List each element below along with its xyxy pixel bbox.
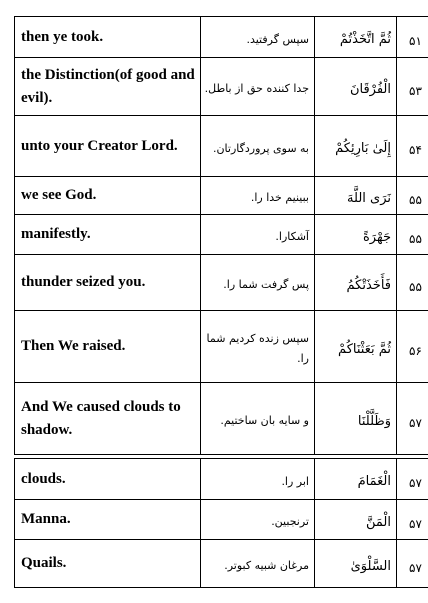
- english-meaning: Then We raised.: [15, 311, 201, 383]
- arabic-word: وَظَلَّلْنَا: [315, 383, 397, 455]
- arabic-word: ثُمَّ اتَّخَذْتُمْ: [315, 17, 397, 58]
- glossary-table-bottom: [14, 458, 428, 588]
- arabic-word: السَّلْوَىٰ: [315, 540, 397, 588]
- english-meaning: we see God.: [15, 177, 201, 215]
- persian-meaning: و سایه بان ساختیم.: [201, 383, 315, 455]
- arabic-word: ثُمَّ بَعَثْنَاكُمْ: [315, 311, 397, 383]
- persian-meaning: جدا کننده حق از باطل.: [201, 58, 315, 116]
- english-meaning: And We caused clouds to shadow.: [15, 383, 201, 455]
- english-meaning: then ye took.: [15, 17, 201, 58]
- table-row: [15, 540, 428, 588]
- table-row: [15, 58, 428, 116]
- persian-meaning: ترنجبین.: [201, 500, 315, 540]
- table-row: [15, 311, 428, 383]
- arabic-word: الْمَنَّ: [315, 500, 397, 540]
- persian-meaning: آشکارا.: [201, 215, 315, 255]
- table-row: [15, 459, 428, 500]
- table-row: [15, 215, 428, 255]
- persian-meaning: به سوی پروردگارتان.: [201, 116, 315, 177]
- verse-number: ۵۴: [397, 116, 428, 177]
- english-meaning: Manna.: [15, 500, 201, 540]
- arabic-word: نَرَى اللَّهَ: [315, 177, 397, 215]
- verse-number: ۵۷: [397, 540, 428, 588]
- english-meaning: manifestly.: [15, 215, 201, 255]
- english-meaning: thunder seized you.: [15, 255, 201, 311]
- verse-number: ۵۶: [397, 311, 428, 383]
- verse-number: ۵۵: [397, 215, 428, 255]
- english-meaning: the Distinction(of good and evil).: [15, 58, 201, 116]
- arabic-word: إِلَىٰ بَارِئِكُمْ: [315, 116, 397, 177]
- table-row: [15, 17, 428, 58]
- arabic-word: فَأَخَذَتْكُمُ: [315, 255, 397, 311]
- verse-number: ۵۷: [397, 383, 428, 455]
- glossary-table-top: [14, 16, 428, 455]
- english-meaning: clouds.: [15, 459, 201, 500]
- table-row: [15, 500, 428, 540]
- persian-meaning: سپس زنده کردیم شما را.: [201, 311, 315, 383]
- english-meaning: unto your Creator Lord.: [15, 116, 201, 177]
- persian-meaning: ببینیم خدا را.: [201, 177, 315, 215]
- persian-meaning: پس گرفت شما را.: [201, 255, 315, 311]
- persian-meaning: سپس گرفتید.: [201, 17, 315, 58]
- verse-number: ۵۱: [397, 17, 428, 58]
- arabic-word: الْغَمَامَ: [315, 459, 397, 500]
- table-row: [15, 255, 428, 311]
- persian-meaning: مرغان شبیه کبوتر.: [201, 540, 315, 588]
- verse-number: ۵۷: [397, 459, 428, 500]
- english-meaning: Quails.: [15, 540, 201, 588]
- verse-number: ۵۵: [397, 177, 428, 215]
- arabic-word: جَهْرَةً: [315, 215, 397, 255]
- verse-number: ۵۵: [397, 255, 428, 311]
- table-row: [15, 383, 428, 455]
- persian-meaning: ابر را.: [201, 459, 315, 500]
- verse-number: ۵۳: [397, 58, 428, 116]
- table-row: [15, 177, 428, 215]
- table-row: [15, 116, 428, 177]
- arabic-word: الْفُرْقَانَ: [315, 58, 397, 116]
- verse-number: ۵۷: [397, 500, 428, 540]
